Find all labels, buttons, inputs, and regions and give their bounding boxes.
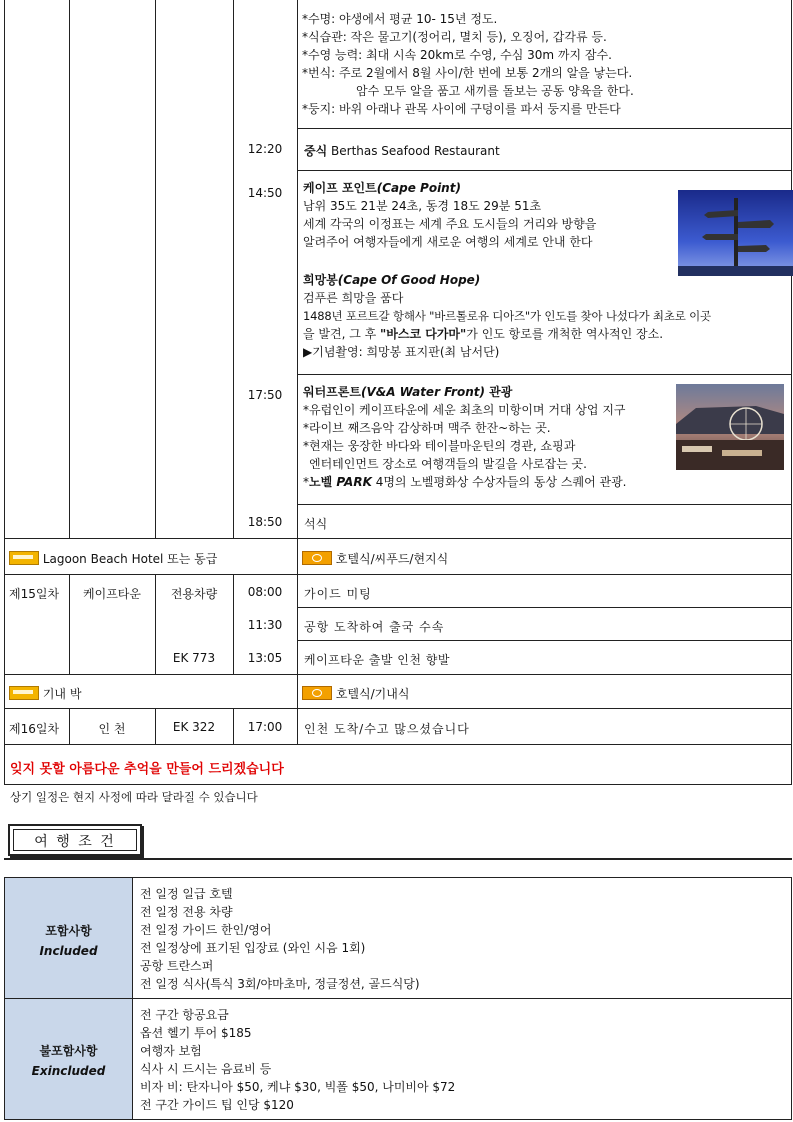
included-item: 전 일정 가이드 한인/영어 — [140, 923, 272, 937]
lunch-restaurant: Berthas Seafood Restaurant — [331, 144, 500, 158]
waterfront-time: 17:50 — [247, 388, 283, 402]
waterfront-title: 워터프론트 — [303, 385, 361, 399]
day-label: 제15일차 — [9, 587, 60, 601]
cape-point-signpost-image — [678, 190, 793, 276]
fact-line: *수영 능력: 최대 시속 20km로 수영, 수심 30m 까지 잠수. — [302, 48, 612, 62]
excluded-label-en: Exincluded — [31, 1064, 106, 1078]
waterfront-line: 엔터테인먼트 장소로 여행객들의 발길을 사로잡는 곳. — [309, 457, 587, 471]
good-hope-photo: ▶기념촬영: 희망봉 표지판(최 남서단) — [303, 345, 500, 359]
good-hope-subtitle: 검푸른 희망을 품다 — [303, 291, 404, 305]
good-hope-title-en: (Cape Of Good Hope) — [337, 273, 481, 287]
day-label: 제16일차 — [9, 722, 60, 736]
fact-line: *둥지: 바위 아래나 관목 사이에 구덩이를 파서 둥지를 만든다 — [302, 102, 621, 116]
lunch-label: 중식 — [304, 144, 328, 158]
time-cell: 13:05 — [247, 651, 283, 665]
bed-icon — [9, 686, 39, 700]
meals-row — [302, 685, 409, 702]
meal-icon — [302, 551, 332, 565]
waterfront-title-post: 관광 — [484, 385, 513, 399]
nobel-bullet: * — [303, 475, 309, 489]
excluded-label-ko: 불포함사항 — [39, 1044, 98, 1058]
hotel-row — [9, 550, 217, 567]
flight-number: EK 322 — [172, 720, 216, 734]
hotel-name: Lagoon Beach Hotel 또는 동급 — [42, 552, 218, 566]
cape-point-title: 케이프 포인트 — [303, 181, 377, 195]
time-cell: 08:00 — [247, 585, 283, 599]
good-hope-line: 가 인도 항로를 개척한 역사적인 장소. — [466, 327, 664, 341]
good-hope-line: 1488년 포르트갈 항해사 "바르톨로유 디아즈"가 인도를 찾아 나섰다가 최초로 이곳 — [303, 309, 711, 323]
schedule-text: 케이프타운 출발 인천 향발 — [304, 653, 450, 667]
good-hope-block — [303, 272, 788, 372]
cape-point-line: 남위 35도 21분 24초, 동경 18도 29분 51초 — [303, 199, 542, 213]
schedule-text: 공항 도착하여 출국 수속 — [304, 620, 445, 634]
included-item: 전 일정 일급 호텔 — [140, 887, 233, 901]
bed-icon — [9, 551, 39, 565]
excluded-item: 비자 비: 탄자니아 $50, 케냐 $30, 빅폴 $50, 나미비아 $72 — [140, 1080, 456, 1094]
waterfront-title-en: (V&A Water Front) — [360, 385, 485, 399]
meals-text: 호텔식/기내식 — [335, 687, 410, 701]
waterfront-line: *라이브 째즈음악 감상하며 맥주 한잔~하는 곳. — [303, 421, 551, 435]
excluded-item: 여행자 보험 — [140, 1044, 202, 1058]
transport: 전용차량 — [170, 587, 218, 601]
nobel-label: 노벨 — [309, 475, 333, 489]
cape-point-line: 세계 각국의 이정표는 세계 주요 도시들의 거리와 방향을 — [303, 217, 597, 231]
dinner-text: 석식 — [304, 517, 328, 531]
time-cell: 17:00 — [247, 720, 283, 734]
lunch-row — [304, 142, 500, 159]
waterfront-line: *현재는 웅장한 바다와 테이블마운틴의 경관, 쇼핑과 — [303, 439, 576, 453]
schedule-note: 상기 일정은 현지 사정에 따라 달라질 수 있습니다 — [10, 790, 258, 804]
cape-point-time: 14:50 — [247, 186, 283, 200]
included-item: 전 일정상에 표기된 입장료 (와인 시음 1회) — [140, 941, 366, 955]
city: 인 천 — [98, 722, 126, 736]
good-hope-line: 을 발견, 그 후 — [303, 327, 381, 341]
hotel-name: 기내 박 — [42, 687, 82, 701]
excluded-item: 식사 시 드시는 음료비 등 — [140, 1062, 272, 1076]
included-label-en: Included — [39, 944, 98, 958]
hotel-row — [9, 685, 81, 702]
good-hope-title: 희망봉 — [303, 273, 338, 287]
fact-line: *식습관: 작은 물고기(정어리, 멸치 등), 오징어, 갑각류 등. — [302, 30, 607, 44]
fact-line: *번식: 주로 2월에서 8월 사이/한 번에 보통 2개의 알을 낳는다. — [302, 66, 633, 80]
flight-number: EK 773 — [172, 651, 216, 665]
excluded-label — [5, 1041, 132, 1081]
city: 케이프타운 — [83, 587, 141, 601]
fact-line: *수명: 야생에서 평균 10- 15년 정도. — [302, 12, 498, 26]
nobel-text: 4명의 노벨평화상 수상자들의 동상 스퀘어 관광. — [371, 475, 627, 489]
lunch-time: 12:20 — [247, 142, 283, 156]
cape-point-title-en: (Cape Point) — [376, 181, 461, 195]
conditions-title-box — [8, 824, 142, 856]
schedule-text: 가이드 미팅 — [304, 587, 372, 601]
dinner-time: 18:50 — [247, 515, 283, 529]
meals-text: 호텔식/씨푸드/현지식 — [335, 552, 449, 566]
time-cell: 11:30 — [247, 618, 283, 632]
fact-line: 암수 모두 알을 품고 새끼를 돌보는 공동 양육을 한다. — [356, 84, 634, 98]
penguin-facts — [302, 11, 788, 126]
conditions-title: 여 행 조 건 — [13, 829, 137, 851]
included-label-ko: 포함사항 — [45, 924, 92, 938]
vasco-da-gama: "바스코 다가마" — [380, 327, 467, 341]
included-item: 전 일정 식사(특식 3회/야마초마, 정글정션, 골드식당) — [140, 977, 420, 991]
included-item: 전 일정 전용 차량 — [140, 905, 233, 919]
excluded-item: 옵션 헬기 투어 $185 — [140, 1026, 252, 1040]
cape-point-line: 알려주어 여행자들에게 새로운 여행의 세계로 안내 한다 — [303, 235, 593, 249]
excluded-item: 전 구간 가이드 팁 인당 $120 — [140, 1098, 294, 1112]
closing-message: 잊지 못할 아름다운 추억을 만들어 드리겠습니다 — [10, 762, 284, 777]
meal-icon — [302, 686, 332, 700]
schedule-text: 인천 도착/수고 많으셨습니다 — [304, 722, 470, 736]
waterfront-line: *유럽인이 케이프타운에 세운 최초의 미항이며 거대 상업 지구 — [303, 403, 626, 417]
waterfront-image — [676, 384, 784, 470]
meals-row — [302, 550, 448, 567]
excluded-item: 전 구간 항공요금 — [140, 1008, 229, 1022]
included-label — [5, 921, 132, 961]
nobel-park: PARK — [332, 475, 372, 489]
included-item: 공항 트란스퍼 — [140, 959, 214, 973]
